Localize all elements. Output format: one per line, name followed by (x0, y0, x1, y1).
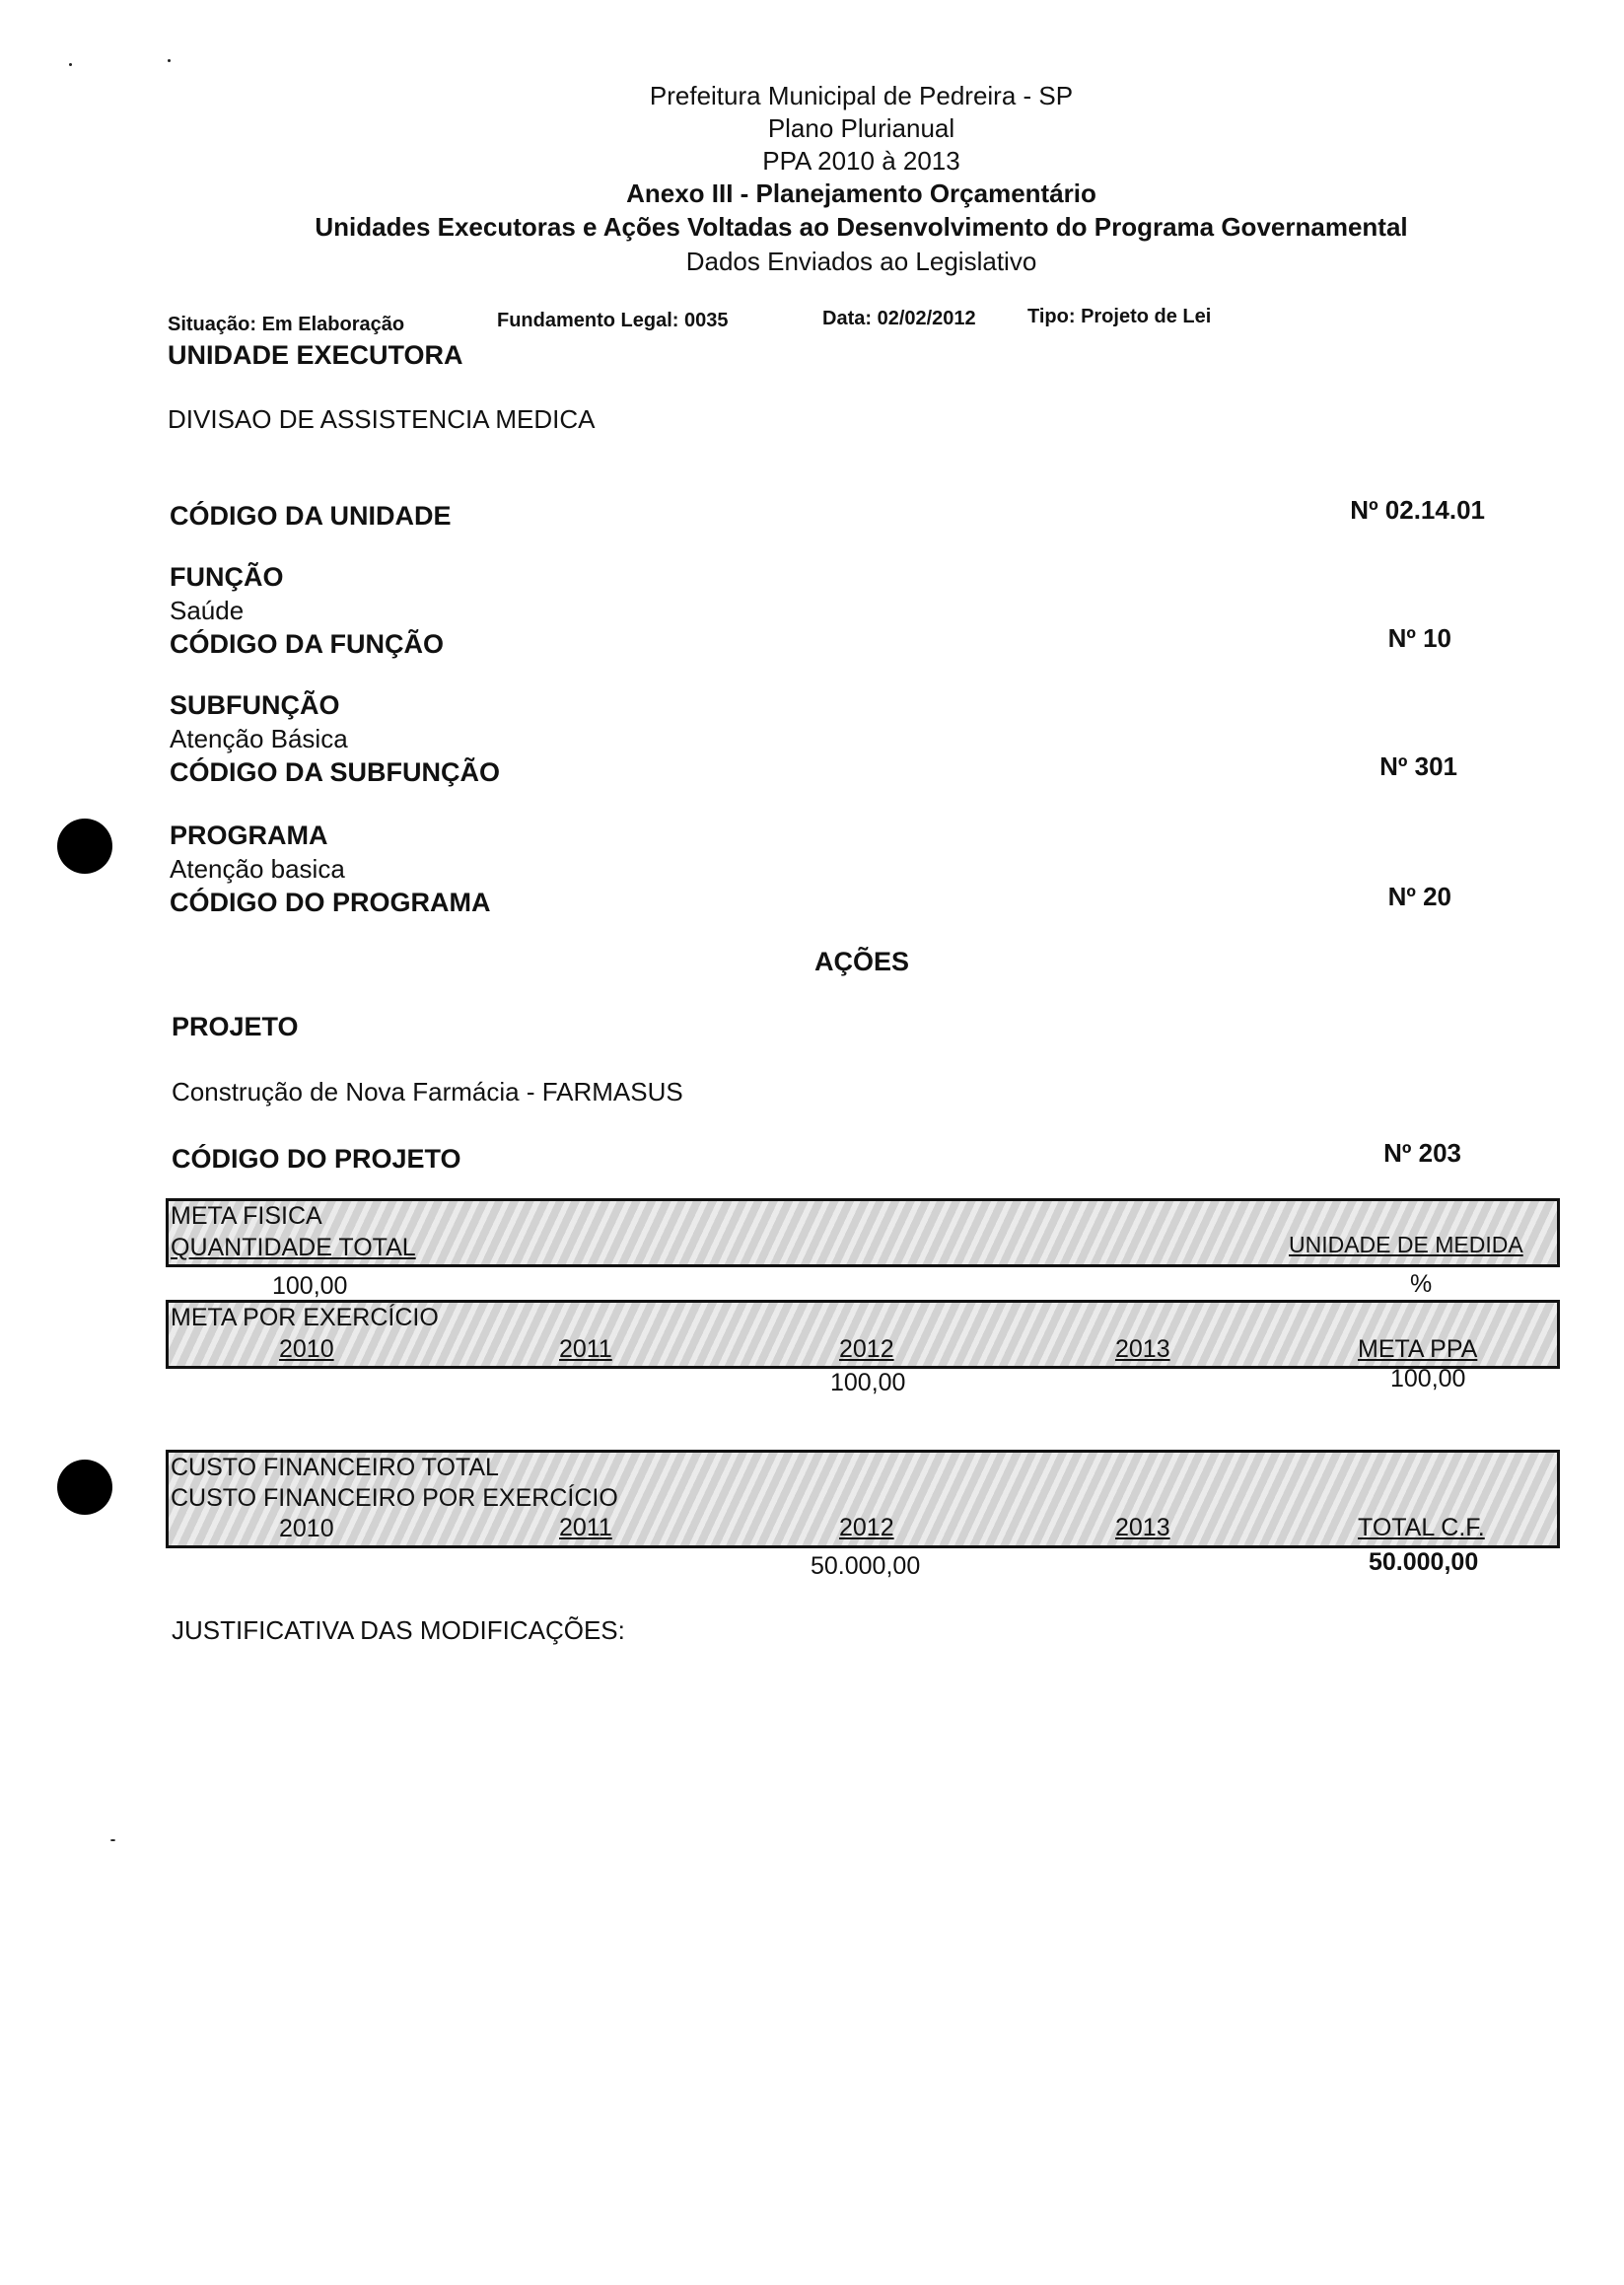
meta-exercicio-title: META POR EXERCÍCIO (171, 1304, 439, 1331)
header-period: PPA 2010 à 2013 (762, 146, 960, 176)
meta-2012-value: 100,00 (830, 1369, 906, 1396)
subfuncao-name: Atenção Básica (170, 724, 348, 753)
header-plan: Plano Plurianual (767, 113, 955, 143)
meta-year-2013: 2013 (1115, 1335, 1170, 1363)
codigo-funcao-label: CÓDIGO DA FUNÇÃO (170, 629, 444, 659)
custo-year-2012: 2012 (839, 1514, 894, 1541)
header-subtitle: Unidades Executoras e Ações Voltadas ao Desenvolvimento do Programa Governamental (315, 212, 1408, 242)
codigo-subfuncao-value: Nº 301 (1379, 751, 1457, 781)
unidade-medida-value: % (1410, 1270, 1433, 1298)
custo-exercicio-title: CUSTO FINANCEIRO POR EXERCÍCIO (171, 1484, 618, 1512)
total-cf-value: 50.000,00 (1369, 1548, 1479, 1576)
scan-speck (69, 63, 72, 66)
codigo-subfuncao-label: CÓDIGO DA SUBFUNÇÃO (170, 757, 500, 787)
meta-ppa-label: META PPA (1358, 1335, 1478, 1363)
programa-name: Atenção basica (170, 854, 345, 884)
programa-label: PROGRAMA (170, 821, 328, 850)
punch-hole (57, 819, 112, 874)
status-tipo: Tipo: Projeto de Lei (1027, 306, 1212, 327)
codigo-projeto-label: CÓDIGO DO PROJETO (172, 1144, 461, 1174)
custo-2012-value: 50.000,00 (811, 1552, 921, 1580)
meta-year-2011: 2011 (559, 1335, 612, 1363)
quantidade-total-label: QUANTIDADE TOTAL (171, 1234, 416, 1261)
quantidade-total-value: 100,00 (272, 1272, 348, 1300)
scan-speck (168, 59, 171, 62)
codigo-funcao-value: Nº 10 (1387, 623, 1451, 653)
unidade-executora-name: DIVISAO DE ASSISTENCIA MEDICA (168, 404, 596, 434)
justificativa-label: JUSTIFICATIVA DAS MODIFICAÇÕES: (172, 1615, 625, 1645)
subfuncao-label: SUBFUNÇÃO (170, 690, 340, 720)
total-cf-label: TOTAL C.F. (1358, 1514, 1485, 1541)
meta-fisica-title: META FISICA (171, 1202, 322, 1230)
meta-ppa-value: 100,00 (1390, 1365, 1466, 1392)
header-data-sent: Dados Enviados ao Legislativo (685, 247, 1037, 276)
custo-year-2010: 2010 (279, 1515, 334, 1542)
codigo-unidade-label: CÓDIGO DA UNIDADE (170, 501, 452, 531)
projeto-name: Construção de Nova Farmácia - FARMASUS (172, 1077, 683, 1107)
codigo-projeto-value: Nº 203 (1383, 1138, 1461, 1168)
header-annex: Anexo III - Planejamento Orçamentário (626, 179, 1096, 208)
header-municipality: Prefeitura Municipal de Pedreira - SP (649, 81, 1074, 110)
custo-financeiro-box (166, 1450, 1560, 1548)
meta-year-2012: 2012 (839, 1335, 894, 1363)
codigo-unidade-value: Nº 02.14.01 (1350, 495, 1485, 525)
status-data: Data: 02/02/2012 (822, 308, 976, 329)
codigo-programa-label: CÓDIGO DO PROGRAMA (170, 888, 491, 917)
meta-year-2010: 2010 (279, 1335, 334, 1363)
projeto-label: PROJETO (172, 1012, 299, 1041)
custo-year-2011: 2011 (559, 1514, 612, 1541)
funcao-name: Saúde (170, 596, 245, 625)
unidade-executora-label: UNIDADE EXECUTORA (168, 340, 463, 370)
status-situacao: Situação: Em Elaboração (168, 314, 405, 335)
scan-speck (110, 1839, 115, 1841)
codigo-programa-value: Nº 20 (1387, 882, 1451, 911)
funcao-label: FUNÇÃO (170, 562, 284, 592)
punch-hole (57, 1460, 112, 1515)
custo-year-2013: 2013 (1115, 1514, 1170, 1541)
meta-fisica-box (166, 1198, 1560, 1267)
meta-exercicio-box (166, 1300, 1560, 1369)
unidade-medida-label: UNIDADE DE MEDIDA (1289, 1232, 1523, 1257)
acoes-title: AÇÕES (814, 947, 910, 976)
status-fundamento: Fundamento Legal: 0035 (497, 310, 729, 331)
custo-total-title: CUSTO FINANCEIRO TOTAL (171, 1454, 499, 1481)
